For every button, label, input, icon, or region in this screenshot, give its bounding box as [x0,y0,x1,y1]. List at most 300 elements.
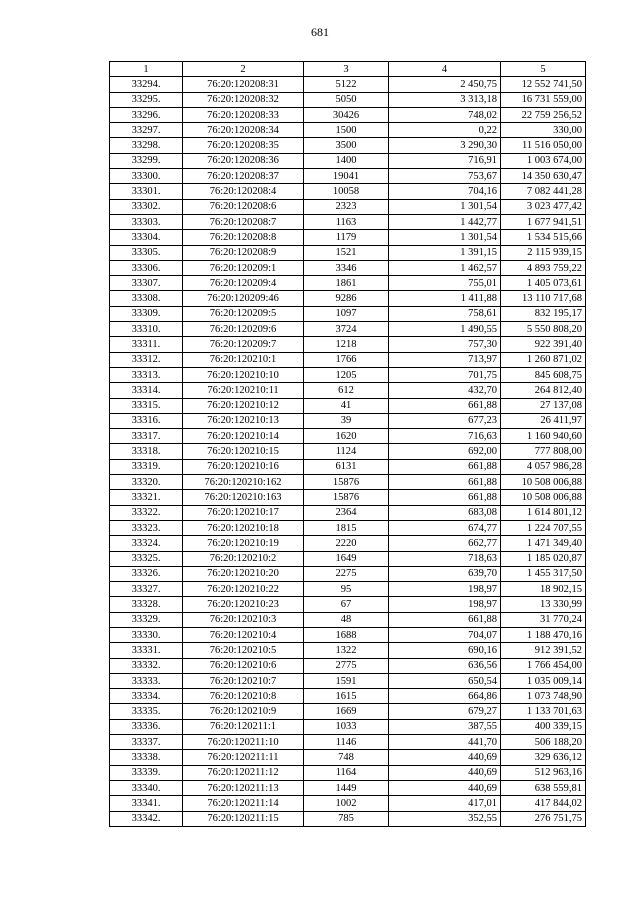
table-cell-col-4: 1 391,15 [389,245,501,260]
table-cell-col-5: 638 559,81 [501,780,586,795]
table-cell-col-3: 10058 [304,184,389,199]
table-cell-col-3: 15876 [304,475,389,490]
table-cell-col-5: 18 902,15 [501,582,586,597]
table-cell-col-5: 3 023 477,42 [501,199,586,214]
table-cell-col-1: 33310. [110,322,183,337]
table-cell-col-4: 661,88 [389,612,501,627]
table-cell-col-3: 1649 [304,551,389,566]
table-cell-col-5: 400 339,15 [501,719,586,734]
table-row [110,780,586,795]
table-cell-col-3: 5050 [304,92,389,107]
table-cell-col-4: 3 290,30 [389,138,501,153]
table-cell-col-5: 912 391,52 [501,643,586,658]
table-cell-col-3: 95 [304,582,389,597]
table-cell-col-1: 33306. [110,260,183,275]
table-cell-col-1: 33304. [110,230,183,245]
table-cell-col-5: 512 963,16 [501,765,586,780]
table-cell-col-2: 76:20:120210:162 [183,475,304,490]
table-row [110,505,586,520]
table-row [110,199,586,214]
table-cell-col-2: 76:20:120210:12 [183,398,304,413]
table-cell-col-1: 33339. [110,765,183,780]
table-row [110,704,586,719]
table-cell-col-4: 650,54 [389,673,501,688]
table-cell-col-4: 1 301,54 [389,230,501,245]
table-cell-col-5: 1 035 009,14 [501,673,586,688]
table-cell-col-4: 748,02 [389,107,501,122]
table-cell-col-2: 76:20:120210:163 [183,490,304,505]
table-cell-col-2: 76:20:120210:2 [183,551,304,566]
table-cell-col-3: 1322 [304,643,389,658]
table-cell-col-4: 432,70 [389,383,501,398]
table-cell-col-1: 33338. [110,750,183,765]
table-cell-col-5: 10 508 006,88 [501,490,586,505]
table-cell-col-2: 76:20:120211:14 [183,796,304,811]
table-cell-col-2: 76:20:120208:37 [183,169,304,184]
table-row [110,811,586,826]
table-cell-col-2: 76:20:120208:32 [183,92,304,107]
table-cell-col-2: 76:20:120208:9 [183,245,304,260]
table-cell-col-3: 41 [304,398,389,413]
table-cell-col-3: 1218 [304,337,389,352]
table-cell-col-1: 33334. [110,689,183,704]
table-cell-col-3: 1591 [304,673,389,688]
table-cell-col-2: 76:20:120210:15 [183,444,304,459]
table-cell-col-5: 11 516 050,00 [501,138,586,153]
table-cell-col-2: 76:20:120210:18 [183,520,304,535]
table-cell-col-4: 1 490,55 [389,322,501,337]
table-cell-col-3: 2323 [304,199,389,214]
table-body [110,77,586,827]
table-row [110,444,586,459]
table-cell-col-5: 22 759 256,52 [501,107,586,122]
table-cell-col-2: 76:20:120209:5 [183,306,304,321]
table-cell-col-1: 33305. [110,245,183,260]
table-row [110,276,586,291]
table-cell-col-3: 1179 [304,230,389,245]
table-cell-col-2: 76:20:120211:13 [183,780,304,795]
table-cell-col-2: 76:20:120211:10 [183,735,304,750]
table-cell-col-3: 3724 [304,322,389,337]
column-header-3: 3 [304,62,389,77]
table-cell-col-5: 1 766 454,00 [501,658,586,673]
table-cell-col-5: 1 160 940,60 [501,429,586,444]
table-cell-col-3: 5122 [304,77,389,92]
table-cell-col-2: 76:20:120210:22 [183,582,304,597]
cadastral-value-table [109,61,586,827]
table-cell-col-2: 76:20:120210:17 [183,505,304,520]
table-cell-col-5: 31 770,24 [501,612,586,627]
table-row [110,750,586,765]
table-cell-col-2: 76:20:120211:11 [183,750,304,765]
table-cell-col-4: 417,01 [389,796,501,811]
table-cell-col-3: 39 [304,413,389,428]
table-row [110,490,586,505]
table-cell-col-2: 76:20:120210:9 [183,704,304,719]
table-row [110,765,586,780]
table-row [110,352,586,367]
table-cell-col-4: 1 411,88 [389,291,501,306]
table-cell-col-3: 2220 [304,536,389,551]
table-cell-col-4: 440,69 [389,765,501,780]
table-cell-col-2: 76:20:120210:1 [183,352,304,367]
table-cell-col-4: 753,67 [389,169,501,184]
table-row [110,643,586,658]
table-cell-col-3: 3346 [304,260,389,275]
table-cell-col-3: 1400 [304,153,389,168]
table-cell-col-2: 76:20:120210:6 [183,658,304,673]
table-cell-col-4: 3 313,18 [389,92,501,107]
table-row [110,475,586,490]
table-cell-col-3: 1164 [304,765,389,780]
table-cell-col-1: 33319. [110,459,183,474]
table-row [110,383,586,398]
table-cell-col-1: 33324. [110,536,183,551]
table-cell-col-2: 76:20:120210:8 [183,689,304,704]
table-cell-col-2: 76:20:120208:35 [183,138,304,153]
table-cell-col-3: 2275 [304,566,389,581]
table-cell-col-4: 718,63 [389,551,501,566]
table-cell-col-4: 662,77 [389,536,501,551]
table-cell-col-3: 2775 [304,658,389,673]
table-cell-col-2: 76:20:120210:3 [183,612,304,627]
table-cell-col-4: 692,00 [389,444,501,459]
table-row [110,230,586,245]
table-cell-col-5: 7 082 441,28 [501,184,586,199]
table-cell-col-4: 664,86 [389,689,501,704]
table-cell-col-5: 832 195,17 [501,306,586,321]
table-cell-col-4: 683,08 [389,505,501,520]
table-cell-col-5: 264 812,40 [501,383,586,398]
table-cell-col-1: 33337. [110,735,183,750]
table-row [110,796,586,811]
table-cell-col-2: 76:20:120210:10 [183,367,304,382]
table-cell-col-3: 1146 [304,735,389,750]
table-cell-col-3: 3500 [304,138,389,153]
table-row [110,107,586,122]
table-cell-col-2: 76:20:120209:46 [183,291,304,306]
table-cell-col-1: 33295. [110,92,183,107]
table-cell-col-2: 76:20:120210:20 [183,566,304,581]
table-row [110,719,586,734]
table-cell-col-2: 76:20:120208:7 [183,214,304,229]
table-cell-col-5: 1 471 349,40 [501,536,586,551]
table-cell-col-5: 1 677 941,51 [501,214,586,229]
table-cell-col-3: 785 [304,811,389,826]
table-cell-col-3: 1815 [304,520,389,535]
column-header-4: 4 [389,62,501,77]
table-cell-col-5: 1 133 701,63 [501,704,586,719]
table-cell-col-5: 1 224 707,55 [501,520,586,535]
table-cell-col-1: 33314. [110,383,183,398]
table-cell-col-1: 33322. [110,505,183,520]
table-cell-col-3: 1620 [304,429,389,444]
table-cell-col-3: 1766 [304,352,389,367]
table-row [110,245,586,260]
page-number: 681 [311,25,329,39]
table-header-row [110,62,586,77]
table-cell-col-4: 674,77 [389,520,501,535]
table-cell-col-2: 76:20:120210:7 [183,673,304,688]
table-cell-col-2: 76:20:120211:1 [183,719,304,734]
table-cell-col-5: 26 411,97 [501,413,586,428]
table-row [110,735,586,750]
table-row [110,322,586,337]
table-cell-col-3: 1163 [304,214,389,229]
table-cell-col-3: 1615 [304,689,389,704]
table-row [110,260,586,275]
table-cell-col-4: 716,91 [389,153,501,168]
table-row [110,123,586,138]
table-cell-col-4: 701,75 [389,367,501,382]
table-row [110,398,586,413]
table-cell-col-1: 33320. [110,475,183,490]
table-row [110,92,586,107]
table-cell-col-1: 33340. [110,780,183,795]
table-cell-col-2: 76:20:120208:34 [183,123,304,138]
table-cell-col-1: 33316. [110,413,183,428]
table-row [110,582,586,597]
table-cell-col-4: 2 450,75 [389,77,501,92]
table-row [110,658,586,673]
table-cell-col-1: 33327. [110,582,183,597]
table-cell-col-3: 1688 [304,627,389,642]
table-cell-col-3: 9286 [304,291,389,306]
table-cell-col-2: 76:20:120210:5 [183,643,304,658]
table-cell-col-4: 690,16 [389,643,501,658]
table-cell-col-1: 33341. [110,796,183,811]
table-cell-col-4: 704,07 [389,627,501,642]
table-row [110,153,586,168]
table-cell-col-2: 76:20:120209:4 [183,276,304,291]
table-cell-col-3: 2364 [304,505,389,520]
column-header-5: 5 [501,62,586,77]
table-cell-col-5: 10 508 006,88 [501,475,586,490]
table-cell-col-1: 33309. [110,306,183,321]
table-cell-col-3: 1205 [304,367,389,382]
table-cell-col-1: 33301. [110,184,183,199]
table-cell-col-5: 845 608,75 [501,367,586,382]
table-cell-col-5: 1 003 674,00 [501,153,586,168]
table-cell-col-4: 441,70 [389,735,501,750]
table-cell-col-2: 76:20:120210:16 [183,459,304,474]
table-cell-col-5: 4 057 986,28 [501,459,586,474]
table-cell-col-1: 33318. [110,444,183,459]
table-cell-col-3: 1500 [304,123,389,138]
table-cell-col-3: 1033 [304,719,389,734]
table-cell-col-3: 48 [304,612,389,627]
table-cell-col-3: 748 [304,750,389,765]
table-row [110,184,586,199]
table-cell-col-3: 1449 [304,780,389,795]
table-cell-col-3: 1124 [304,444,389,459]
table-cell-col-1: 33335. [110,704,183,719]
table-cell-col-4: 387,55 [389,719,501,734]
table-row [110,413,586,428]
table-cell-col-4: 713,97 [389,352,501,367]
table-cell-col-4: 1 442,77 [389,214,501,229]
table-cell-col-4: 440,69 [389,780,501,795]
table-cell-col-4: 679,27 [389,704,501,719]
table-cell-col-5: 1 188 470,16 [501,627,586,642]
table-cell-col-2: 76:20:120208:33 [183,107,304,122]
table-cell-col-4: 636,56 [389,658,501,673]
table-cell-col-4: 661,88 [389,490,501,505]
table-cell-col-4: 661,88 [389,398,501,413]
table-cell-col-4: 352,55 [389,811,501,826]
table-cell-col-5: 330,00 [501,123,586,138]
table-cell-col-3: 6131 [304,459,389,474]
table-row [110,673,586,688]
table-cell-col-4: 661,88 [389,475,501,490]
table-cell-col-1: 33333. [110,673,183,688]
table-cell-col-5: 329 636,12 [501,750,586,765]
table-cell-col-2: 76:20:120211:15 [183,811,304,826]
table-cell-col-3: 1861 [304,276,389,291]
table-row [110,551,586,566]
table-cell-col-1: 33294. [110,77,183,92]
column-header-1: 1 [110,62,183,77]
table-cell-col-1: 33302. [110,199,183,214]
table-cell-col-4: 639,70 [389,566,501,581]
table-row [110,367,586,382]
table-cell-col-5: 777 808,00 [501,444,586,459]
table-cell-col-1: 33303. [110,214,183,229]
table-cell-col-5: 1 614 801,12 [501,505,586,520]
table-cell-col-1: 33329. [110,612,183,627]
table-row [110,138,586,153]
table-cell-col-1: 33317. [110,429,183,444]
table-cell-col-2: 76:20:120208:36 [183,153,304,168]
table-cell-col-1: 33336. [110,719,183,734]
table-cell-col-1: 33297. [110,123,183,138]
table-cell-col-1: 33311. [110,337,183,352]
table-cell-col-1: 33313. [110,367,183,382]
table-cell-col-5: 16 731 559,00 [501,92,586,107]
table-cell-col-5: 13 110 717,68 [501,291,586,306]
table-cell-col-2: 76:20:120209:7 [183,337,304,352]
table-cell-col-3: 15876 [304,490,389,505]
table-cell-col-2: 76:20:120210:13 [183,413,304,428]
table-cell-col-5: 417 844,02 [501,796,586,811]
table-cell-col-5: 27 137,08 [501,398,586,413]
table-cell-col-3: 1097 [304,306,389,321]
table-cell-col-2: 76:20:120208:8 [183,230,304,245]
table-cell-col-2: 76:20:120208:31 [183,77,304,92]
table-cell-col-1: 33331. [110,643,183,658]
table-cell-col-1: 33328. [110,597,183,612]
table-cell-col-1: 33315. [110,398,183,413]
table-cell-col-1: 33299. [110,153,183,168]
table-row [110,566,586,581]
table-cell-col-4: 1 462,57 [389,260,501,275]
table-cell-col-5: 1 455 317,50 [501,566,586,581]
table-cell-col-5: 1 534 515,66 [501,230,586,245]
table-cell-col-2: 76:20:120210:4 [183,627,304,642]
table-cell-col-5: 12 552 741,50 [501,77,586,92]
table-cell-col-4: 440,69 [389,750,501,765]
table-cell-col-1: 33308. [110,291,183,306]
table-cell-col-2: 76:20:120210:19 [183,536,304,551]
table-cell-col-4: 661,88 [389,459,501,474]
table-row [110,214,586,229]
column-header-2: 2 [183,62,304,77]
table-cell-col-5: 1 073 748,90 [501,689,586,704]
table-cell-col-1: 33330. [110,627,183,642]
table-row [110,429,586,444]
table-cell-col-4: 704,16 [389,184,501,199]
table-cell-col-2: 76:20:120210:23 [183,597,304,612]
table-row [110,459,586,474]
table-cell-col-4: 1 301,54 [389,199,501,214]
table-cell-col-4: 198,97 [389,582,501,597]
table-cell-col-5: 276 751,75 [501,811,586,826]
table-cell-col-1: 33325. [110,551,183,566]
table-cell-col-2: 76:20:120209:1 [183,260,304,275]
table-cell-col-3: 1002 [304,796,389,811]
table-cell-col-5: 2 115 939,15 [501,245,586,260]
table-cell-col-3: 1669 [304,704,389,719]
table-cell-col-5: 13 330,99 [501,597,586,612]
table-row [110,627,586,642]
table-cell-col-1: 33342. [110,811,183,826]
table-cell-col-2: 76:20:120210:14 [183,429,304,444]
table-cell-col-5: 1 405 073,61 [501,276,586,291]
table-row [110,689,586,704]
table-cell-col-1: 33296. [110,107,183,122]
table-cell-col-4: 755,01 [389,276,501,291]
table-cell-col-1: 33298. [110,138,183,153]
table-cell-col-3: 30426 [304,107,389,122]
table-cell-col-4: 716,63 [389,429,501,444]
table-cell-col-5: 1 260 871,02 [501,352,586,367]
table-cell-col-4: 0,22 [389,123,501,138]
table-cell-col-2: 76:20:120208:6 [183,199,304,214]
table-cell-col-1: 33326. [110,566,183,581]
table-cell-col-5: 5 550 808,20 [501,322,586,337]
table-cell-col-2: 76:20:120210:11 [183,383,304,398]
table-row [110,337,586,352]
table-cell-col-1: 33300. [110,169,183,184]
table-cell-col-2: 76:20:120208:4 [183,184,304,199]
table-cell-col-5: 4 893 759,22 [501,260,586,275]
table-row [110,520,586,535]
table-cell-col-5: 14 350 630,47 [501,169,586,184]
table-cell-col-4: 757,30 [389,337,501,352]
table-cell-col-1: 33323. [110,520,183,535]
table-cell-col-1: 33332. [110,658,183,673]
table-row [110,597,586,612]
table-cell-col-1: 33312. [110,352,183,367]
table-cell-col-3: 19041 [304,169,389,184]
table-cell-col-5: 506 188,20 [501,735,586,750]
table-cell-col-3: 612 [304,383,389,398]
table-cell-col-3: 1521 [304,245,389,260]
table-cell-col-1: 33321. [110,490,183,505]
table-row [110,169,586,184]
table-cell-col-4: 758,61 [389,306,501,321]
table-cell-col-3: 67 [304,597,389,612]
table-cell-col-2: 76:20:120209:6 [183,322,304,337]
table-cell-col-5: 1 185 020,87 [501,551,586,566]
table-cell-col-1: 33307. [110,276,183,291]
table-row [110,77,586,92]
table-row [110,612,586,627]
table-cell-col-5: 922 391,40 [501,337,586,352]
table-row [110,306,586,321]
table-cell-col-4: 677,23 [389,413,501,428]
table-cell-col-4: 198,97 [389,597,501,612]
